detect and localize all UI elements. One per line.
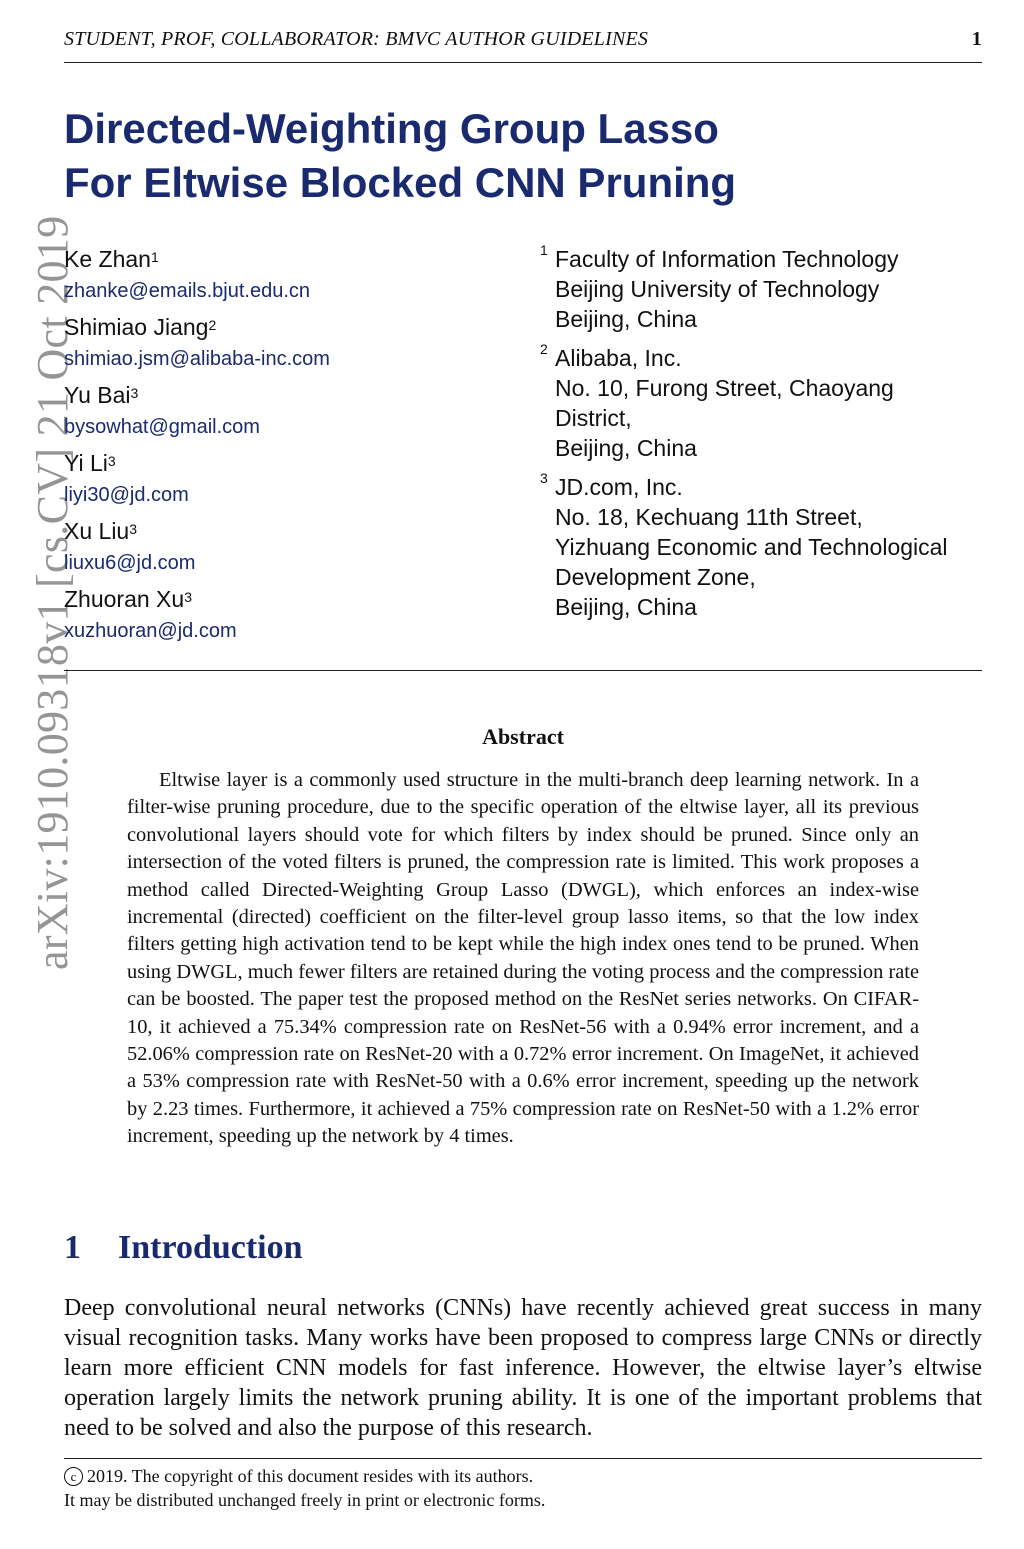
affiliation-line: Alibaba, Inc. [555,345,682,371]
arxiv-stamp: arXiv:1910.09318v1 [cs.CV] 21 Oct 2019 [28,215,77,970]
affiliation-line: Faculty of Information Technology [555,246,899,272]
affiliation-2 [540,343,990,463]
author-name: Xu Liu$^3$ [64,518,138,544]
running-title: STUDENT, PROF, COLLABORATOR: BMVC AUTHOR GUIDELINES [64,28,649,50]
affiliation-line: Beijing, China [555,306,697,332]
affiliation-line: No. 18, Kechuang 11th Street, [555,504,863,530]
affiliation-number: 2 [540,341,548,357]
affiliation-number: 3 [540,470,548,486]
author-email[interactable]: shimiao.jsm@alibaba-inc.com [64,348,330,370]
author-name: Yi Li$^3$ [64,450,116,476]
affiliation-line: Beijing, China [555,594,697,620]
affiliation-list [540,244,990,631]
introduction-text: Deep convolutional neural networks (CNNs) have recently achieved great success in many visual recognition tasks. Many works have been proposed to compress large CNNs or directly learn more efficient CNN models for fast inference. However, the eltwise layer’s eltwise operation largely limits the network pruning ability. It is one of the important problems that need to be solved and also the purpose of this research. [64,1295,982,1441]
author-block [64,380,514,448]
title-line-1: Directed-Weighting Group Lasso [64,105,719,152]
author-name: Ke Zhan$^1$ [64,246,159,272]
title-line-2: For Eltwise Blocked CNN Pruning [64,159,737,206]
affiliation-3 [540,472,990,622]
copyright-footnote [64,1464,982,1512]
author-block [64,584,514,652]
author-email[interactable]: liuxu6@jd.com [64,552,196,574]
header-rule [64,62,982,63]
author-email[interactable]: bysowhat@gmail.com [64,416,260,438]
author-block [64,448,514,516]
author-block [64,244,514,312]
page-number: 1 [971,28,982,50]
affiliation-line: District, [555,405,632,431]
section-title: Introduction [118,1229,303,1266]
affiliation-line: Beijing, China [555,435,697,461]
running-header [64,28,982,58]
paper-title [64,102,964,210]
section-heading [64,1226,664,1270]
affiliation-number: 1 [540,242,548,258]
author-name: Zhuoran Xu$^3$ [64,586,192,612]
section-number: 1 [64,1229,81,1266]
title-block-rule [64,670,982,671]
affiliation-1 [540,244,990,334]
abstract-text: Eltwise layer is a commonly used structure in the multi-branch deep learning network. In a filter-wise pruning procedure, due to the specific operation of the eltwise layer, all its previous convolutional layers should vote for which filters by index should be pruned. Since only an intersection of the voted filters is pruned, the compression rate is limited. This work proposes a method called Directed-Weighting Group Lasso (DWGL), which enforces an index-wise incremental (directed) coefficient on the filter-level group lasso items, so that the low index filters getting high activation tend to be kept while the high index ones tend to be pruned. When using DWGL, much fewer filters are retained during the voting process and the compression rate can be boosted. The paper test the proposed method on the ResNet series networks. On CIFAR-10, it achieved a 75.34% compression rate on ResNet-56 with a 0.94% error increment, and a 52.06% compression rate on ResNet-20 with a 0.72% error increment. On ImageNet, it achieved a 53% compression rate with ResNet-50 with a 0.6% error increment, speeding up the network by 2.23 times. Furthermore, it achieved a 75% compression rate on ResNet-50 with a 1.2% error increment, speeding up the network by 4 times. [127,769,919,1148]
abstract-heading: Abstract [482,724,564,749]
author-email[interactable]: xuzhuoran@jd.com [64,620,237,642]
author-name: Shimiao Jiang$^2$ [64,314,217,340]
copyright-icon: c [64,1467,83,1486]
author-list [64,244,514,652]
affiliation-line: Yizhuang Economic and Technological [555,534,948,560]
affiliation-line: Development Zone, [555,564,756,590]
author-name: Yu Bai$^3$ [64,382,139,408]
footnote-rule [64,1458,982,1459]
affiliation-line: Beijing University of Technology [555,276,880,302]
author-email[interactable]: zhanke@emails.bjut.edu.cn [64,280,310,302]
affiliation-line: No. 10, Furong Street, Chaoyang [555,375,894,401]
author-email[interactable]: liyi30@jd.com [64,484,189,506]
affiliation-line: JD.com, Inc. [555,474,683,500]
author-block [64,516,514,584]
author-block [64,312,514,380]
footnote-line-1: c 2019. The copyright of this document resides with its authors. [64,1464,982,1488]
footnote-line-2: It may be distributed unchanged freely in print or electronic forms. [64,1490,546,1510]
